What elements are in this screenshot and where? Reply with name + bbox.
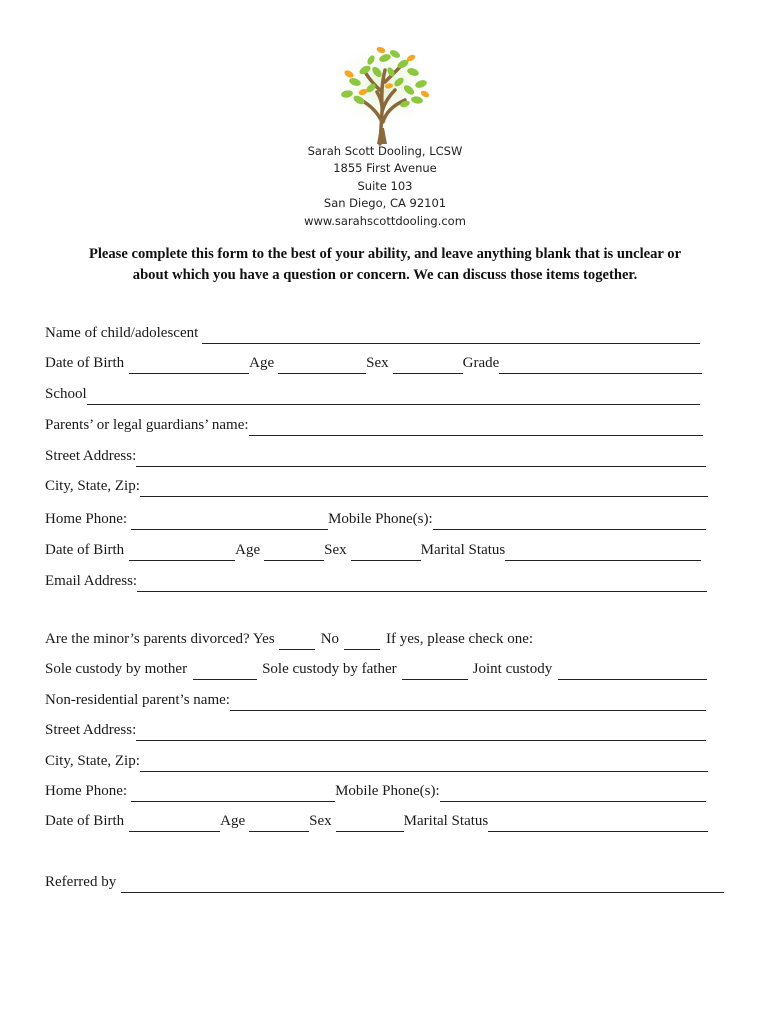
referral-label: Referred by (45, 874, 117, 890)
custody-father-field[interactable] (402, 664, 468, 680)
practice-address-line1: 1855 First Avenue (333, 161, 437, 176)
practice-city: San Diego, CA 92101 (323, 196, 447, 211)
child-name-row (45, 322, 700, 344)
nonresidential-home-phone-field[interactable] (131, 786, 335, 802)
guardian-street-field[interactable] (136, 451, 706, 467)
guardian-city-label: City, State, Zip: (45, 478, 140, 494)
child-details-row (45, 352, 702, 374)
child-age-field[interactable] (278, 358, 366, 374)
nonresidential-street-field[interactable] (136, 725, 706, 741)
practice-address-line2: Suite 103 (357, 178, 413, 193)
nonresidential-dob-field[interactable] (129, 816, 220, 832)
guardian-marital-field[interactable] (505, 545, 701, 561)
referral-field[interactable] (121, 877, 724, 893)
school-field[interactable] (87, 389, 700, 405)
guardian-name-row (45, 414, 703, 436)
guardian-phone-row (45, 508, 706, 530)
if-yes-label: If yes, please check one: (386, 631, 534, 647)
divorced-label: Are the minor’s parents divorced? Yes (45, 631, 275, 647)
guardian-home-phone-field[interactable] (131, 514, 328, 530)
school-row (45, 383, 700, 405)
custody-joint-label: Joint custody (472, 661, 553, 677)
instructions-line1: Please complete this form to the best of your ability, and leave anything blank that is unclear or (88, 246, 682, 262)
referral-row (45, 871, 724, 893)
guardian-sex-field[interactable] (351, 545, 421, 561)
nonresidential-name-field[interactable] (230, 695, 706, 711)
nonresidential-sex-field[interactable] (336, 816, 404, 832)
custody-joint-field[interactable] (558, 664, 707, 680)
nonresidential-mobile-phone-field[interactable] (440, 786, 706, 802)
nonresidential-age-field[interactable] (249, 816, 309, 832)
nonresidential-city-row (45, 750, 708, 772)
guardian-marital-label: Marital Status (420, 542, 506, 558)
custody-father-label: Sole custody by father (262, 661, 397, 677)
child-sex-field[interactable] (393, 358, 463, 374)
guardian-home-phone-label: Home Phone: (45, 511, 128, 527)
nonresidential-dob-label: Date of Birth (45, 813, 125, 829)
custody-options-row (45, 658, 707, 680)
guardian-email-field[interactable] (137, 576, 707, 592)
child-dob-label: Date of Birth (45, 355, 125, 371)
nonresidential-sex-label: Sex (309, 813, 332, 829)
guardian-street-row (45, 445, 706, 467)
school-label: School (45, 386, 87, 402)
divorced-yes-field[interactable] (279, 634, 315, 650)
guardian-mobile-phone-field[interactable] (433, 514, 706, 530)
guardian-name-label: Parents’ or legal guardians’ name: (45, 417, 249, 433)
nonresidential-street-row (45, 719, 706, 741)
nonresidential-name-label: Non-residential parent’s name: (45, 692, 230, 708)
guardian-street-label: Street Address: (45, 448, 137, 464)
practice-website: www.sarahscottdooling.com (304, 213, 466, 228)
practice-header (0, 143, 770, 230)
child-grade-label: Grade (462, 355, 500, 371)
guardian-city-row (45, 475, 708, 497)
child-dob-field[interactable] (129, 358, 249, 374)
guardian-name-field[interactable] (249, 420, 703, 436)
instructions-line2: about which you have a question or concern. We can discuss those items together. (132, 266, 638, 283)
divorced-row (45, 628, 533, 650)
guardian-age-field[interactable] (264, 545, 324, 561)
guardian-dob-label: Date of Birth (45, 542, 125, 558)
child-sex-label: Sex (366, 355, 389, 371)
nonresidential-details-row (45, 810, 708, 832)
guardian-details-row (45, 539, 701, 561)
nonresidential-marital-label: Marital Status (403, 813, 489, 829)
nonresidential-street-label: Street Address: (45, 722, 137, 738)
nonresidential-home-phone-label: Home Phone: (45, 783, 128, 799)
child-age-label: Age (249, 355, 275, 371)
nonresidential-marital-field[interactable] (488, 816, 708, 832)
child-name-field[interactable] (202, 328, 700, 344)
nonresidential-phone-row (45, 780, 706, 802)
guardian-email-label: Email Address: (45, 573, 138, 589)
guardian-city-field[interactable] (140, 481, 708, 497)
nonresidential-age-label: Age (220, 813, 246, 829)
tree-logo-icon (325, 42, 443, 146)
nonresidential-city-field[interactable] (140, 756, 708, 772)
divorced-no-field[interactable] (344, 634, 380, 650)
guardian-dob-field[interactable] (129, 545, 235, 561)
custody-mother-label: Sole custody by mother (45, 661, 188, 677)
form-instructions (40, 244, 730, 285)
guardian-email-row (45, 570, 707, 592)
child-grade-field[interactable] (499, 358, 702, 374)
practice-name: Sarah Scott Dooling, LCSW (307, 144, 463, 158)
nonresidential-name-row (45, 689, 706, 711)
guardian-mobile-phone-label: Mobile Phone(s): (328, 511, 433, 527)
guardian-age-label: Age (235, 542, 261, 558)
child-name-label: Name of child/adolescent (45, 325, 199, 341)
guardian-sex-label: Sex (324, 542, 347, 558)
custody-mother-field[interactable] (193, 664, 257, 680)
nonresidential-mobile-phone-label: Mobile Phone(s): (335, 783, 440, 799)
nonresidential-city-label: City, State, Zip: (45, 753, 140, 769)
divorced-no-label: No (320, 631, 340, 647)
